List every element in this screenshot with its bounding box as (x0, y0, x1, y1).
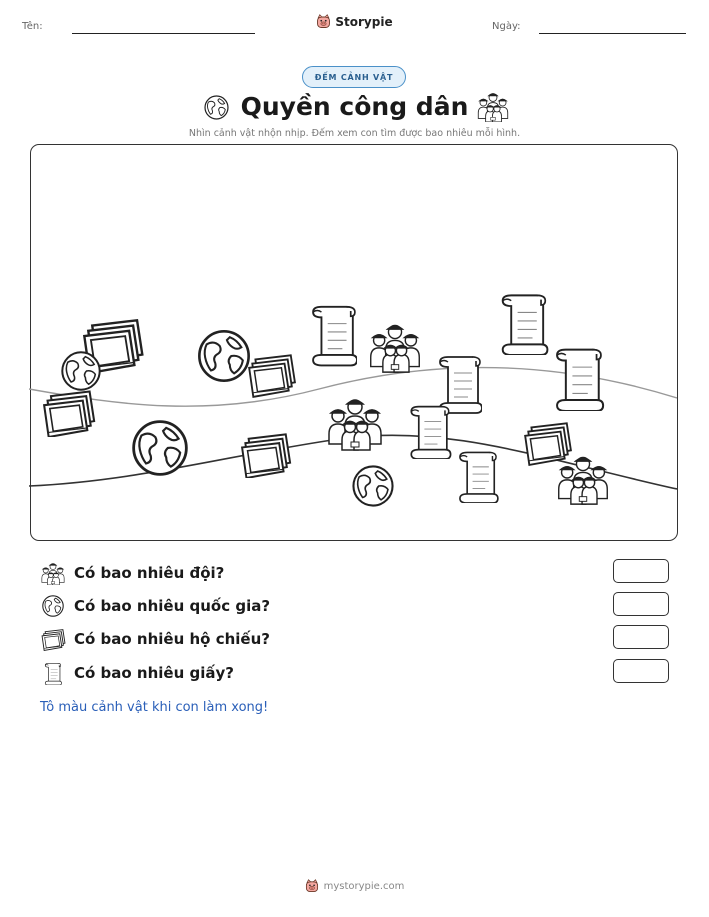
page-title: Quyền công dân (240, 92, 469, 121)
passport-icon (250, 356, 296, 398)
question-text: Có bao nhiêu quốc gia? (74, 597, 271, 615)
scroll-icon (412, 407, 451, 459)
question-text: Có bao nhiêu hộ chiếu? (74, 630, 270, 648)
globe-icon (200, 332, 249, 381)
footer (0, 879, 709, 893)
pig-icon (305, 879, 319, 893)
date-line[interactable] (539, 33, 686, 34)
scroll-icon (40, 661, 66, 685)
globe-icon (354, 467, 393, 506)
activity-badge: ĐẾM CẢNH VẬT (302, 66, 406, 88)
scroll-icon (503, 296, 548, 356)
brand-logo (0, 14, 709, 29)
question-row (40, 658, 234, 688)
passport-icon (526, 424, 572, 466)
name-line[interactable] (72, 33, 255, 34)
answer-box[interactable] (613, 625, 669, 649)
question-text: Có bao nhiêu giấy? (74, 664, 234, 682)
globe-icon (63, 353, 100, 390)
passport-icon (40, 627, 66, 651)
team-icon (40, 561, 66, 585)
counting-scene (30, 144, 678, 541)
globe-icon (134, 422, 187, 475)
team-icon (371, 326, 420, 373)
page-subtitle: Nhìn cảnh vật nhộn nhịp. Đếm xem con tìm được bao nhiêu mỗi hình. (188, 128, 521, 139)
pig-icon (316, 14, 331, 29)
team-icon (476, 90, 510, 122)
team-icon (329, 400, 381, 450)
globe-icon (40, 594, 66, 618)
name-label: Tên: (22, 21, 43, 32)
answer-box[interactable] (613, 592, 669, 616)
question-row (40, 558, 224, 588)
question-row (40, 591, 270, 621)
question-row (40, 624, 270, 654)
question-text: Có bao nhiêu đội? (74, 564, 225, 582)
coloring-instruction: Tô màu cảnh vật khi con làm xong! (40, 700, 269, 715)
brand-name: Storypie (335, 14, 393, 29)
answer-box[interactable] (613, 659, 669, 683)
scroll-icon (440, 357, 482, 413)
scroll-icon (557, 350, 603, 411)
team-icon (559, 458, 608, 505)
passport-icon (242, 435, 290, 479)
passport-icon (45, 392, 95, 437)
scroll-icon (460, 453, 498, 504)
answer-box[interactable] (613, 559, 669, 583)
scroll-icon (313, 307, 357, 366)
footer-url[interactable]: mystorypie.com (323, 880, 405, 892)
date-label: Ngày: (492, 21, 521, 32)
